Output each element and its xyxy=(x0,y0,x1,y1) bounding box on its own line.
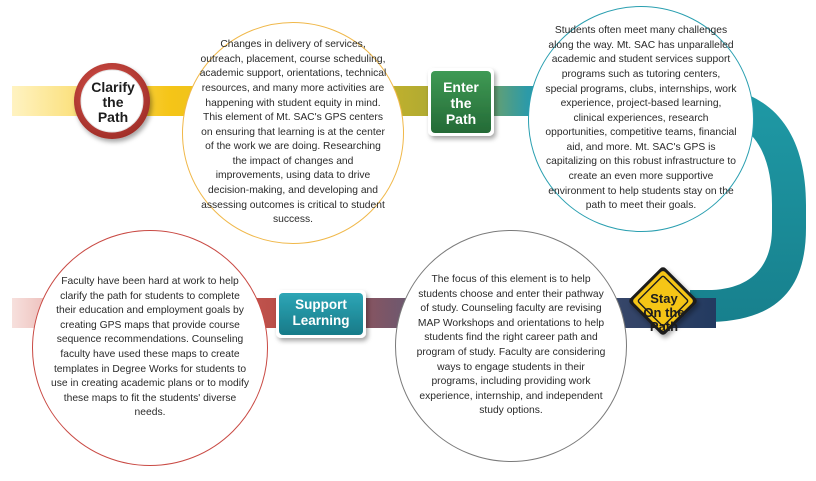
clarify-badge-label xyxy=(82,80,144,125)
enter-label-line: the xyxy=(450,95,472,111)
clarify-label-line: Clarify xyxy=(91,79,135,95)
support-label-line: Learning xyxy=(292,313,350,328)
stay-sign-label xyxy=(636,292,692,334)
clarify-label-line: the xyxy=(102,94,124,110)
clarify-label-line: Path xyxy=(97,109,129,125)
stay-description-circle xyxy=(395,230,627,462)
stay-label-line: Path xyxy=(649,319,679,334)
stay-label-line: Stay xyxy=(650,291,678,306)
support-badge-label xyxy=(281,297,361,329)
stay-label-line: On the xyxy=(643,305,685,320)
clarify-description-text: Changes in delivery of services, outreach, placement, course scheduling, academic support, orientations, technical resources, and many more activities are happening with student equity in mind. This element of Mt. SAC's GPS centers on ensuring that learning is at the center of the work we are doing. Researching the impact of changes and improvements, using data to drive decision-making, and developing and assessing outcomes is critical to student success. xyxy=(199,39,387,226)
enter-description-circle xyxy=(528,6,754,232)
support-description-circle xyxy=(32,230,268,466)
enter-label-line: Enter xyxy=(443,79,479,95)
stay-description-text: The focus of this element is to help students choose and enter their pathway of study. Counseling faculty are revising MAP Workshops and orientations to help students find the right career path and program of study. Faculty are considering ways to engage students in their programs, including providing work experience, internship, and independent study options. xyxy=(416,274,606,417)
enter-badge-label xyxy=(434,79,488,127)
enter-label-line: Path xyxy=(445,111,477,127)
clarify-description-circle xyxy=(182,22,404,244)
support-description-text: Faculty have been hard at work to help clarify the path for students to complete their education and employment goals by creating GPS maps that provide course sequence recommendations. Counseling faculty have used these maps to create templates in Degree Works for students to use in creating academic plans or to modify these maps to fit the students' diverse needs. xyxy=(50,276,250,419)
enter-description-text: Students often meet many challenges along the way. Mt. SAC has unparalleled academic and student services support programs such as tutoring centers, special programs, clubs, internships, work experience, project-based learning, clinical experiences, research opportunities, competitive teams, financial aid, and more. Mt. SAC's GPS is capitalizing on this robust infrastructure to create an even more supportive environment to help students stay on the path to meet their goals. xyxy=(545,25,737,212)
support-label-line: Support xyxy=(295,297,347,312)
